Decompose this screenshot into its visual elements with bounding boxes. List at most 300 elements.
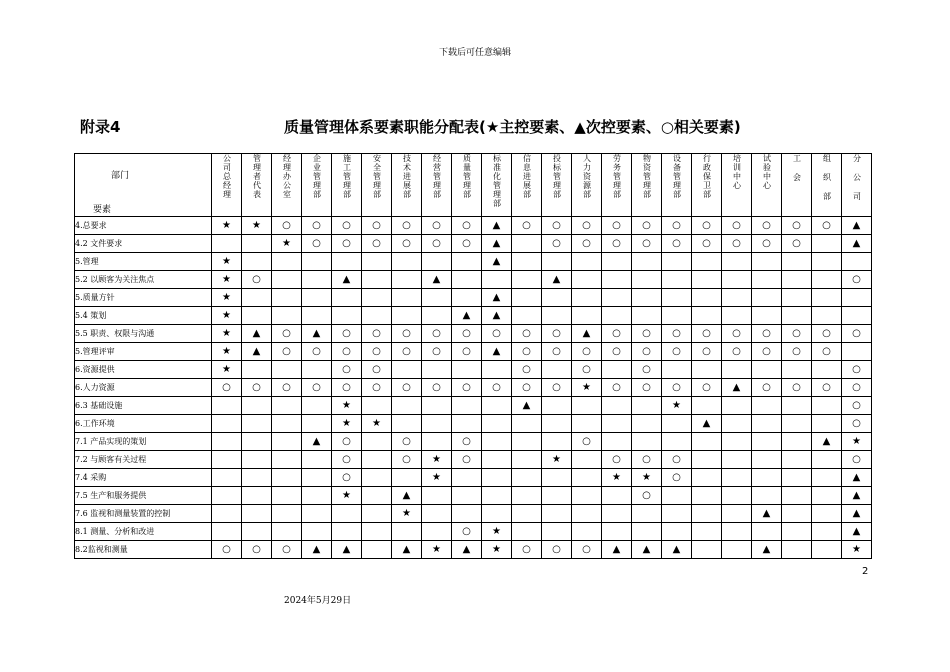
assignment-cell [212,397,242,415]
assignment-cell [752,307,782,325]
assignment-cell [692,271,722,289]
assignment-cell: ★ [422,451,452,469]
element-label: 8.1 测量、分析和改进 [75,523,212,541]
assignment-cell [362,451,392,469]
assignment-cell [632,289,662,307]
assignment-cell [302,415,332,433]
assignment-cell [242,397,272,415]
matrix-body [75,217,872,559]
assignment-cell: ○ [422,379,452,397]
assignment-cell [842,307,872,325]
assignment-cell [362,505,392,523]
assignment-cell [752,451,782,469]
assignment-cell [632,415,662,433]
assignment-cell: ○ [332,343,362,361]
assignment-cell: ○ [392,235,422,253]
table-row [75,217,872,235]
assignment-cell [602,433,632,451]
element-label: 5.质量方针 [75,289,212,307]
assignment-cell [452,415,482,433]
assignment-cell [332,505,362,523]
assignment-cell: ○ [332,235,362,253]
assignment-cell [452,397,482,415]
assignment-cell [752,523,782,541]
assignment-cell [452,271,482,289]
assignment-cell [452,505,482,523]
assignment-cell: ▲ [512,397,542,415]
assignment-cell [662,271,692,289]
assignment-cell: ○ [602,217,632,235]
assignment-cell: ▲ [302,325,332,343]
assignment-cell [452,289,482,307]
table-row [75,289,872,307]
assignment-cell [242,235,272,253]
assignment-cell: ○ [722,343,752,361]
assignment-cell: ○ [362,343,392,361]
assignment-cell [212,487,242,505]
assignment-cell: ○ [572,343,602,361]
department-label: 信息进展部 [522,154,532,199]
assignment-cell: ○ [842,271,872,289]
assignment-cell [392,523,422,541]
assignment-cell [602,307,632,325]
assignment-cell: ○ [662,217,692,235]
page-number: 2 [862,566,869,577]
assignment-cell [272,469,302,487]
assignment-cell: ○ [722,235,752,253]
assignment-cell: ○ [542,325,572,343]
assignment-cell: ○ [542,379,572,397]
assignment-cell [302,505,332,523]
assignment-cell [392,397,422,415]
assignment-cell [722,487,752,505]
assignment-cell: ○ [572,433,602,451]
assignment-cell [242,415,272,433]
element-label: 5.2 以顾客为关注焦点 [75,271,212,289]
assignment-cell [242,505,272,523]
assignment-cell [782,433,812,451]
assignment-cell [572,505,602,523]
assignment-cell: ▲ [392,487,422,505]
assignment-cell: ○ [662,325,692,343]
table-row [75,451,872,469]
element-label: 5.5 职责、权限与沟通 [75,325,212,343]
assignment-cell [692,433,722,451]
assignment-cell [422,523,452,541]
assignment-cell [242,253,272,271]
assignment-cell [272,397,302,415]
assignment-cell [602,487,632,505]
assignment-cell [212,505,242,523]
assignment-cell [332,253,362,271]
assignment-cell [272,433,302,451]
assignment-cell [302,469,332,487]
assignment-cell: ▲ [242,325,272,343]
department-label: 物资管理部 [642,154,652,199]
department-label: 试验中心 [762,154,772,190]
table-row [75,541,872,559]
department-label: 劳务管理部 [612,154,622,199]
assignment-cell: ▲ [302,433,332,451]
assignment-cell [752,397,782,415]
department-header [242,154,272,217]
assignment-cell [812,469,842,487]
element-label: 4.总要求 [75,217,212,235]
department-header [632,154,662,217]
assignment-cell: ○ [332,217,362,235]
assignment-cell: ○ [722,217,752,235]
assignment-cell [572,487,602,505]
assignment-cell: ○ [512,217,542,235]
assignment-cell [302,289,332,307]
assignment-cell [332,307,362,325]
assignment-cell: ○ [662,343,692,361]
assignment-cell: ▲ [662,541,692,559]
assignment-cell: ▲ [572,325,602,343]
assignment-cell [272,415,302,433]
assignment-cell: ○ [422,217,452,235]
assignment-cell [512,235,542,253]
assignment-cell [542,415,572,433]
assignment-cell [452,253,482,271]
element-label: 8.2监视和测量 [75,541,212,559]
assignment-cell [242,487,272,505]
element-label: 5.管理评审 [75,343,212,361]
assignment-cell: ○ [272,325,302,343]
assignment-cell [722,541,752,559]
assignment-cell: ▲ [752,541,782,559]
assignment-cell: ★ [212,343,242,361]
assignment-cell: ○ [392,343,422,361]
assignment-cell: ★ [272,235,302,253]
assignment-cell [482,433,512,451]
assignment-cell [422,289,452,307]
assignment-cell [692,505,722,523]
assignment-cell: ★ [212,253,242,271]
assignment-cell: ○ [602,343,632,361]
department-label: 经理办公室 [282,154,292,199]
assignment-cell [512,451,542,469]
assignment-cell [542,523,572,541]
assignment-cell [242,361,272,379]
assignment-cell: ○ [332,379,362,397]
assignment-cell [782,451,812,469]
department-header [272,154,302,217]
table-row [75,469,872,487]
assignment-cell [632,433,662,451]
assignment-cell [782,289,812,307]
assignment-cell [632,397,662,415]
department-header [662,154,692,217]
assignment-cell: ○ [602,379,632,397]
assignment-cell [722,397,752,415]
assignment-cell [722,523,752,541]
assignment-cell: ○ [812,343,842,361]
department-label: 分 公 司 [852,154,862,201]
assignment-cell [242,433,272,451]
assignment-cell: ★ [422,541,452,559]
assignment-cell [662,289,692,307]
department-label: 人力资源部 [582,154,592,199]
assignment-cell [542,307,572,325]
table-row [75,505,872,523]
assignment-cell: ▲ [842,487,872,505]
assignment-cell [422,415,452,433]
assignment-cell [302,397,332,415]
assignment-cell [782,469,812,487]
corner-department-label: 部门 [111,171,130,181]
assignment-cell: ○ [602,235,632,253]
assignment-cell: ▲ [482,343,512,361]
assignment-cell: ○ [692,343,722,361]
assignment-cell: ○ [422,235,452,253]
document-date: 2024年5月29日 [284,596,352,606]
table-row [75,307,872,325]
assignment-cell [482,469,512,487]
assignment-cell: ○ [662,379,692,397]
assignment-cell [812,235,842,253]
assignment-cell: ○ [272,217,302,235]
element-label: 5.4 策划 [75,307,212,325]
assignment-cell [392,289,422,307]
assignment-cell [752,469,782,487]
department-header [572,154,602,217]
assignment-cell: ★ [332,397,362,415]
assignment-cell: ▲ [482,307,512,325]
assignment-cell: ○ [302,379,332,397]
department-label: 技术进展部 [402,154,412,199]
department-header [542,154,572,217]
assignment-cell [812,307,842,325]
header-note: 下载后可任意编辑 [438,48,511,58]
assignment-cell: ○ [362,217,392,235]
assignment-cell: ○ [662,235,692,253]
assignment-cell: ▲ [452,307,482,325]
assignment-cell: ○ [692,217,722,235]
assignment-cell [302,271,332,289]
assignment-cell [392,271,422,289]
assignment-cell [242,289,272,307]
assignment-cell [722,289,752,307]
department-header [782,154,812,217]
assignment-cell: ○ [392,433,422,451]
assignment-cell: ○ [212,379,242,397]
element-label: 6.3 基础设施 [75,397,212,415]
assignment-cell [212,523,242,541]
assignment-cell [602,271,632,289]
assignment-cell [422,505,452,523]
department-label: 培训中心 [732,154,742,190]
corner-cell [75,154,212,217]
assignment-cell [752,487,782,505]
assignment-cell [662,505,692,523]
assignment-cell: ○ [572,541,602,559]
department-label: 施工管理部 [342,154,352,199]
department-label: 工 会 [792,154,802,182]
table-row [75,397,872,415]
assignment-cell [692,487,722,505]
assignment-cell [722,469,752,487]
assignment-cell [512,271,542,289]
assignment-cell [242,451,272,469]
assignment-cell: ○ [632,217,662,235]
assignment-cell: ○ [842,325,872,343]
assignment-cell: ○ [512,325,542,343]
assignment-cell [752,253,782,271]
assignment-cell [482,397,512,415]
assignment-cell [362,487,392,505]
department-header [512,154,542,217]
assignment-cell [422,361,452,379]
assignment-cell: ○ [842,397,872,415]
assignment-cell [722,271,752,289]
assignment-cell: ○ [542,343,572,361]
assignment-cell [242,307,272,325]
assignment-cell [362,523,392,541]
department-header [392,154,422,217]
assignment-cell: ○ [302,235,332,253]
element-label: 6.人力资源 [75,379,212,397]
assignment-cell: ▲ [482,253,512,271]
assignment-cell [812,253,842,271]
assignment-cell [512,289,542,307]
assignment-cell [722,505,752,523]
assignment-cell [722,451,752,469]
assignment-cell: ○ [782,379,812,397]
assignment-cell: ○ [242,271,272,289]
assignment-cell [512,523,542,541]
assignment-cell: ○ [242,379,272,397]
corner-element-label: 要素 [93,205,112,215]
element-label: 7.1 产品实现的策划 [75,433,212,451]
assignment-cell [452,487,482,505]
assignment-cell [812,361,842,379]
assignment-cell [602,253,632,271]
assignment-cell: ▲ [482,289,512,307]
assignment-cell: ▲ [482,235,512,253]
assignment-cell [782,505,812,523]
assignment-cell [602,289,632,307]
assignment-cell: ▲ [332,541,362,559]
assignment-cell: ★ [212,325,242,343]
assignment-cell: ○ [362,361,392,379]
assignment-cell: ○ [512,343,542,361]
assignment-cell: ▲ [842,523,872,541]
assignment-cell [692,253,722,271]
assignment-cell: ○ [212,541,242,559]
assignment-cell: ○ [452,433,482,451]
department-header [752,154,782,217]
assignment-cell [362,541,392,559]
assignment-cell: ○ [452,343,482,361]
assignment-cell: ○ [452,235,482,253]
assignment-cell [602,397,632,415]
assignment-cell [842,253,872,271]
assignment-cell: ○ [392,325,422,343]
assignment-cell: ○ [362,379,392,397]
assignment-cell: ○ [812,379,842,397]
assignment-cell [362,433,392,451]
assignment-cell: ○ [362,235,392,253]
assignment-cell [662,415,692,433]
table-row [75,343,872,361]
department-label: 管理者代表 [252,154,262,199]
assignment-cell: ○ [632,325,662,343]
assignment-cell: ○ [452,217,482,235]
assignment-cell: ▲ [302,541,332,559]
assignment-cell: ★ [632,469,662,487]
table-row [75,361,872,379]
assignment-cell [272,505,302,523]
assignment-cell [542,253,572,271]
assignment-cell: ○ [512,541,542,559]
assignment-cell [512,505,542,523]
assignment-cell: ○ [362,325,392,343]
assignment-cell: ○ [782,343,812,361]
assignment-cell [812,523,842,541]
assignment-cell [572,469,602,487]
assignment-cell [482,415,512,433]
assignment-cell [422,487,452,505]
assignment-cell: ○ [812,217,842,235]
assignment-cell: ○ [272,343,302,361]
element-label: 5.管理 [75,253,212,271]
assignment-cell [362,469,392,487]
assignment-cell: ○ [662,451,692,469]
assignment-cell [632,505,662,523]
assignment-cell: ★ [212,307,242,325]
assignment-cell [422,253,452,271]
assignment-cell [782,307,812,325]
table-row [75,415,872,433]
assignment-cell: ○ [662,469,692,487]
assignment-cell: ○ [692,235,722,253]
assignment-cell: ○ [332,433,362,451]
assignment-cell [692,361,722,379]
table-row [75,523,872,541]
assignment-cell: ★ [572,379,602,397]
document-title: 质量管理体系要素职能分配表(★主控要素、▲次控要素、○相关要素) [284,118,741,136]
assignment-cell: ▲ [452,541,482,559]
assignment-cell [212,433,242,451]
assignment-cell: ★ [212,361,242,379]
assignment-cell [692,307,722,325]
element-label: 7.5 生产和服务提供 [75,487,212,505]
assignment-cell: ▲ [842,469,872,487]
assignment-cell: ▲ [842,505,872,523]
assignment-cell [602,361,632,379]
appendix-label: 附录4 [80,118,121,136]
assignment-cell: ★ [242,217,272,235]
department-label: 投标管理部 [552,154,562,199]
assignment-cell [662,253,692,271]
assignment-cell [542,487,572,505]
element-label: 6.资源提供 [75,361,212,379]
assignment-cell: ○ [602,325,632,343]
assignment-cell [362,253,392,271]
assignment-cell: ▲ [842,235,872,253]
assignment-cell [812,289,842,307]
department-header [362,154,392,217]
assignment-cell [602,415,632,433]
department-header [482,154,512,217]
department-header [302,154,332,217]
element-label: 6.工作环境 [75,415,212,433]
table-row [75,487,872,505]
assignment-cell [722,253,752,271]
assignment-cell: ▲ [632,541,662,559]
assignment-cell [512,253,542,271]
